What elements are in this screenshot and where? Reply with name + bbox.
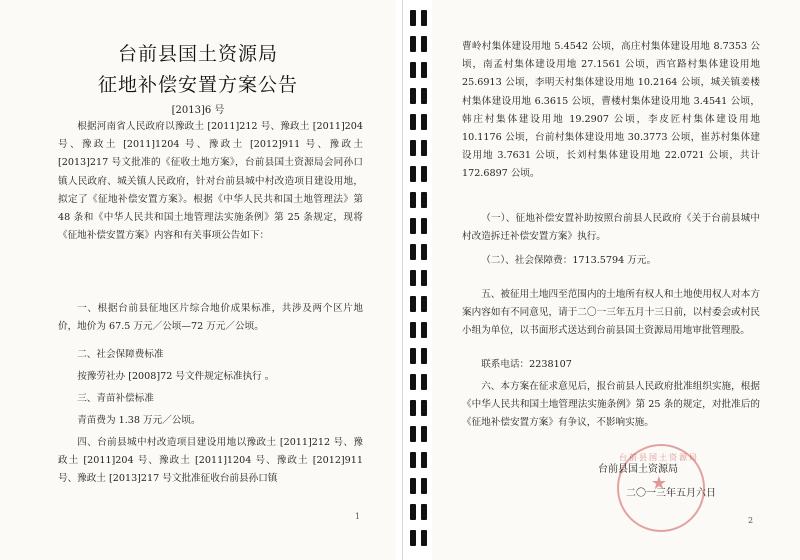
- signature-date: 二〇一三年五月六日: [626, 488, 716, 499]
- sub-item-2-social-security: （二）、社会保障费：1713.5794 万元。: [481, 255, 657, 266]
- seal-text: 台前县国土资源局: [619, 453, 699, 462]
- item-4-continued: 曹岭村集体建设用地 5.4542 公顷，高庄村集体建设用地 8.7353 公顷，南孟村集体建设用地 27.1561 公顷，西官路村集体建设用地 25.6913 公顷，李明天村集体建设用地 10.2164 公顷，城关镇姜楼村集体建设用地 6.3615 公顷，曹楼村集体建设用地 3.4541 公顷，韩庄村集体建设用地 19.2907 公顷，李皮匠村集体建设用地 10.1176 公顷，台前村集体建设用地 30.3773 公顷，崔苏村集体建设用地 3.7631 公顷，长刘村集体建设用地 22.0721 公顷，共计 172.6897 公顷。: [462, 41, 760, 180]
- intro-paragraph: 根据河南省人民政府以豫政土 [2011]212 号、豫政土 [2011]204 号、豫政土 [2011]1204 号、豫政土 [2012]911 号、豫政土 [2013]217 号文批准的《征收土地方案》，台前县国土资源局会同孙口镇人民政府、城关镇人民政府，针对台前县城中村改造项目建设用地，拟定了《征地补偿安置方案》。根据《中华人民共和国土地管理法》第 48 条和《中华人民共和国土地管理法实施条例》第 25 条规定，现将《征地补偿安置方案》内容和有关事项公告如下：: [58, 121, 363, 242]
- contact-phone: 联系电话：2238107: [481, 359, 572, 370]
- document-number: [2013]6 号: [171, 105, 225, 116]
- document-title-org: 台前县国土资源局: [117, 43, 278, 65]
- binding-holes-right: [421, 0, 428, 560]
- item-6-implementation: 六、本方案在征求意见后，报台前县人民政府批准组织实施，根据《中华人民共和国土地管理法实施条例》第 25 条的规定，对批准后的《征地补偿安置方案》有争议，不影响实施。: [462, 381, 760, 429]
- page-number-2: 2: [748, 516, 754, 525]
- item-2-body: 按豫劳社办 [2008]72 号文件规定标准执行 。: [77, 371, 275, 382]
- seal-star-icon: ★: [650, 473, 668, 494]
- page-number-1: 1: [355, 512, 361, 521]
- page-edge-line: [402, 0, 403, 560]
- item-2-heading: 二、社会保障费标准: [77, 349, 164, 360]
- document-title: 征地补偿安置方案公告: [97, 74, 298, 96]
- sub-item-1-resettlement: （一）、征地补偿安置补助按照台前县人民政府《关于台前县城中村改造拆迁补偿安置方案》执行。: [462, 213, 760, 243]
- item-3-heading: 三、青苗补偿标准: [77, 393, 154, 404]
- signature-organization: 台前县国土资源局: [598, 464, 678, 475]
- item-4-start: 四、台前县城中村改造项目建设用地以豫政土 [2011]212 号、豫政土 [2011]204 号、豫政土 [2011]1204 号、豫政土 [2012]911 号、豫政土 [2013]217 号文批准征收台前县孙口镇: [58, 437, 363, 485]
- item-1-land-price: 一、根据台前县征地区片综合地价成果标准，共涉及两个区片地价，地价为 67.5 万元／公顷—72 万元／公顷。: [58, 303, 363, 333]
- binding-holes-left: [410, 0, 417, 560]
- item-5-objection: 五、被征用土地四至范围内的土地所有权人和土地使用权人对本方案内容如有不同意见，请于二〇一三年五月十三日前，以村委会或村民小组为单位，以书面形式送达到台前县国土资源局用地审批管理股。: [462, 289, 760, 337]
- item-3-body: 青苗费为 1.38 万元／公顷。: [77, 415, 201, 426]
